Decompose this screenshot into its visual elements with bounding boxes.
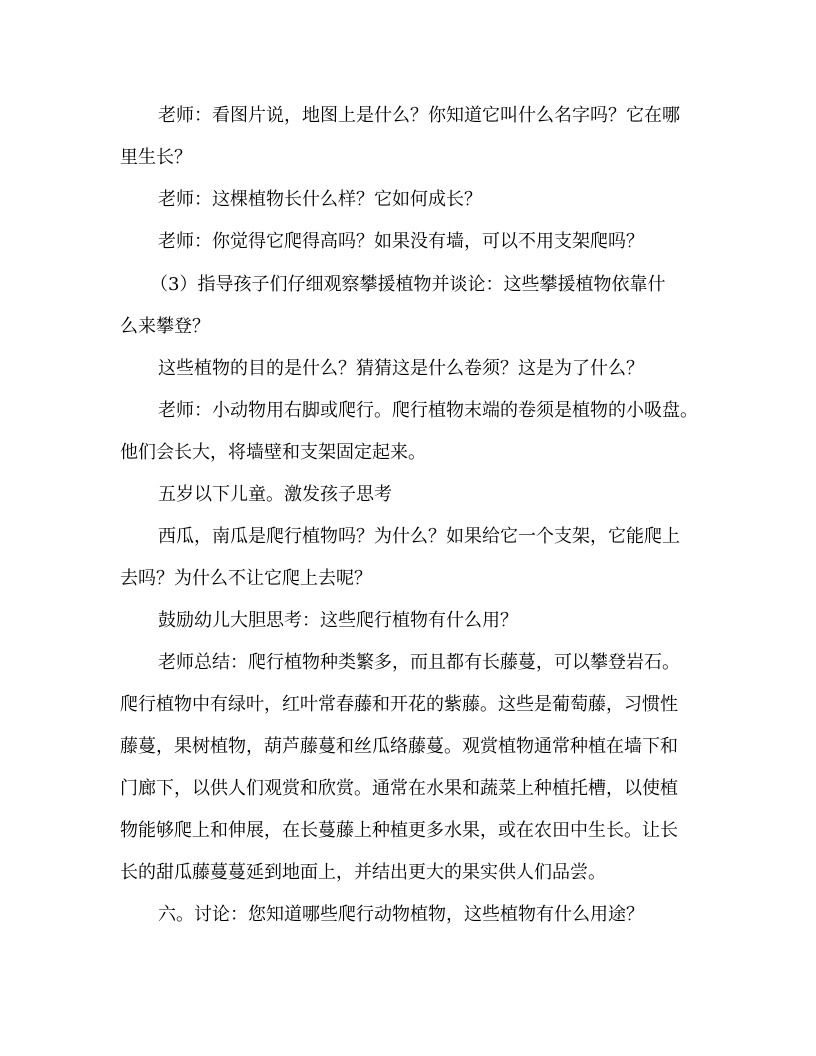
paragraph-line: 长的甜瓜藤蔓蔓延到地面上，并结出更大的果实供人们品尝。 (120, 862, 606, 883)
paragraph-line: 他们会长大，将墙壁和支架固定起来。 (120, 442, 426, 463)
paragraph-line: 六。讨论：您知道哪些爬行动物植物，这些植物有什么用途？ (158, 904, 644, 925)
paragraph-line: 老师：这棵植物长什么样？它如何成长？ (158, 189, 482, 210)
paragraph-line: 老师总结：爬行植物种类繁多，而且都有长藤蔓，可以攀登岩石。 (158, 652, 680, 673)
paragraph-line: 门廊下，以供人们观赏和欣赏。通常在水果和蔬菜上种植托槽，以使植 (120, 778, 678, 799)
paragraph-line: 西瓜，南瓜是爬行植物吗？为什么？如果给它一个支架，它能爬上 (158, 526, 680, 547)
paragraph-line: 这些植物的目的是什么？猜猜这是什么卷须？这是为了什么？ (158, 358, 644, 379)
paragraph-line: 去吗？为什么不让它爬上去呢？ (120, 568, 372, 589)
paragraph-line: 么来攀登？ (120, 316, 210, 337)
paragraph-line: 里生长？ (120, 147, 192, 168)
paragraph-line: 鼓励幼儿大胆思考：这些爬行植物有什么用？ (158, 610, 518, 631)
paragraph-line: 老师：看图片说，地图上是什么？你知道它叫什么名字吗？它在哪 (158, 105, 680, 126)
paragraph-line: （3）指导孩子们仔细观察攀援植物并谈论：这些攀援植物依靠什 (150, 274, 666, 295)
paragraph-line: 五岁以下儿童。激发孩子思考 (158, 484, 392, 505)
paragraph-line: 物能够爬上和伸展，在长蔓藤上种植更多水果，或在农田中生长。让长 (120, 820, 678, 841)
paragraph-line: 老师：小动物用右脚或爬行。爬行植物末端的卷须是植物的小吸盘。 (158, 400, 698, 421)
paragraph-line: 藤蔓，果树植物，葫芦藤蔓和丝瓜络藤蔓。观赏植物通常种植在墙下和 (120, 736, 678, 757)
paragraph-line: 爬行植物中有绿叶，红叶常春藤和开花的紫藤。这些是葡萄藤，习惯性 (120, 694, 678, 715)
paragraph-line: 老师：你觉得它爬得高吗？如果没有墙，可以不用支架爬吗？ (158, 231, 644, 252)
